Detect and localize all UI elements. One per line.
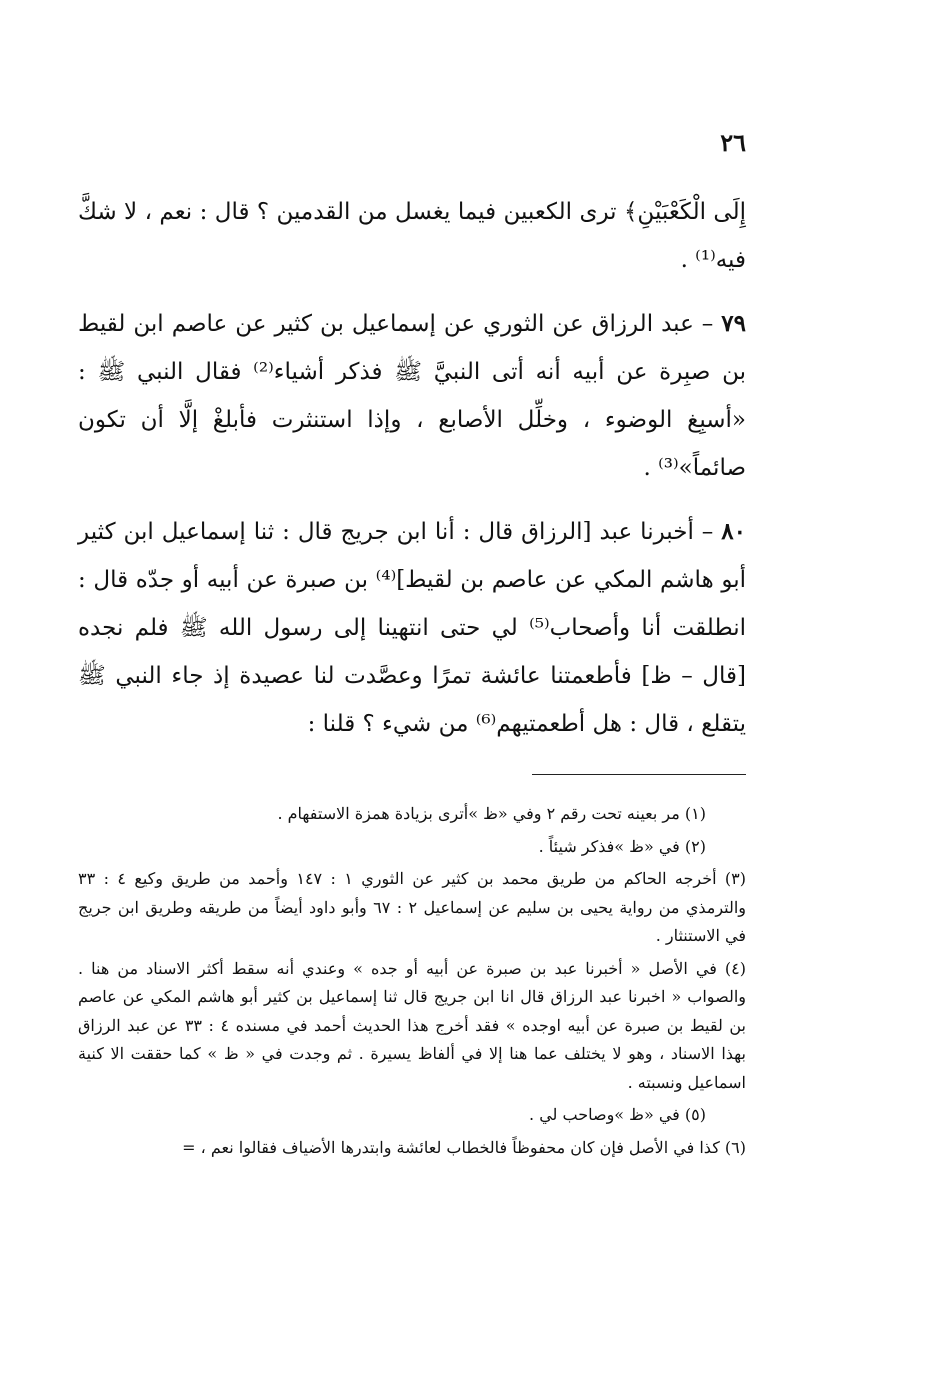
footnote-4: (٤) في الأصل « أخبرنا عبد بن صبرة عن أبيه أو جده » وعندي أنه سقط أكثر الاسناد من هنا . والصواب « اخبرنا عبد الرزاق قال انا ابن جريج قال ثنا إسماعيل بن كثير أبو هاشم المكي عن عاصم بن لقيط بن صبرة عن أبيه اوجده » فقد أخرج هذا الحديث أحمد في مسنده ٤ : ٣٣ عن عبد الرزاق بهذا الاسناد ، وهو لا يختلف عما هنا إلا في ألفاظ يسيرة . ثم وجدت في « ظ » كما حققت الا كنية اسماعيل ونسبته . — [78, 958, 747, 1092]
footnote-1: (١) مر بعينه تحت رقم ٢ وفي «ظ »أترى بزيادة همزة الاستفهام . — [277, 804, 706, 823]
footnote-5: (٥) في «ظ »وصاحب لي . — [529, 1105, 706, 1124]
hadith-number: ٧٩ — [721, 310, 746, 337]
footnotes — [78, 800, 746, 1166]
page-number: ٢٦ — [720, 128, 746, 157]
main-text — [78, 188, 746, 748]
hadith-text: – عبد الرزاق عن الثوري عن إسماعيل بن كثير عن عاصم ابن لقيط بن صبِرة عن أبيه أنه أتى النبيَّ ﷺ فذكر أشياء⁽²⁾ فقال النبي ﷺ : «أسبِغ الوضوء ، وخلِّل الأصابع ، وإذا استنثرت فأبلغْ إلَّا أن تكون صائماً»⁽³⁾ . — [78, 311, 746, 481]
hadith-79 — [78, 300, 746, 492]
hadith-number: ٨٠ — [721, 518, 746, 545]
paragraph-continuation: إِلَى الْكَعْبَيْنِ﴾ ترى الكعبين فيما يغسل من القدمين ؟ قال : نعم ، لا شكَّ فيه⁽¹⁾ . — [78, 199, 746, 273]
hadith-text: – أخبرنا عبد [الرزاق قال : أنا ابن جريج قال : ثنا إسماعيل ابن كثير أبو هاشم المكي عن عاصم بن لقيط]⁽⁴⁾ بن صبرة عن أبيه أو جدّه قال : انطلقت أنا وأصحاب⁽⁵⁾ لي حتى انتهينا إلى رسول الله ﷺ فلم نجده [قال – ظ] فأطعمتنا عائشة تمرًا وعصَّدت لنا عصيدة إذ جاء النبي ﷺ يتقلع ، قال : هل أطعمتيهم⁽⁶⁾ من شيء ؟ قلنا : — [78, 519, 746, 737]
footnote-divider — [532, 774, 746, 775]
hadith-80 — [78, 508, 746, 748]
footnote-6: (٦) كذا في الأصل فإن كان محفوظاً فالخطاب لعائشة وابتدرها الأضياف فقالوا نعم ، = — [182, 1137, 746, 1157]
footnote-2: (٢) في «ظ »فذكر شيئاً . — [538, 836, 706, 856]
footnote-3: (٣) أخرجه الحاكم من طريق محمد بن كثير عن الثوري ١ : ١٤٧ وأحمد من طريق وكيع ٤ : ٣٣ والترمذي من رواية يحيى بن سليم عن إسماعيل ٢ : ٦٧ وأبو داود أيضاً من طريقه وطريق ابن جريج في الاستنثار . — [78, 869, 747, 945]
